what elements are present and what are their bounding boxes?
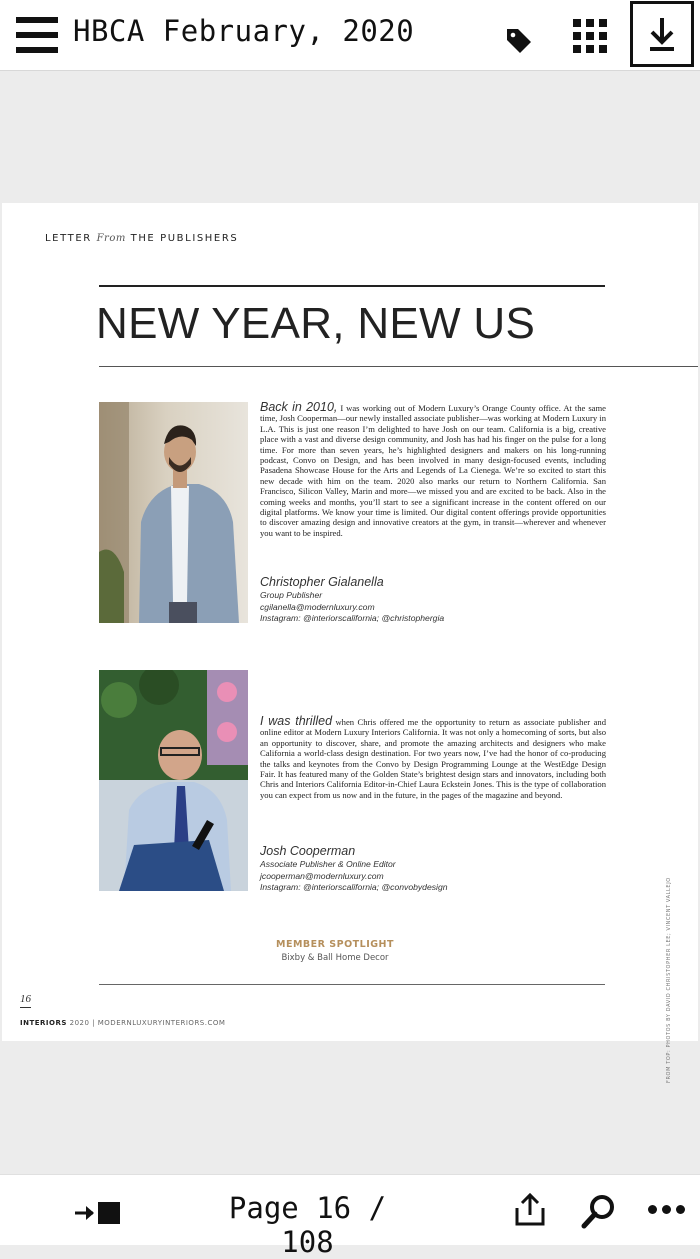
printed-page-number: 16 xyxy=(20,993,31,1008)
divider xyxy=(99,285,605,287)
tag-icon[interactable] xyxy=(504,26,534,56)
letter-body: Back in 2010, I was working out of Modern Luxury’s Orange County office. At the same time, Josh Cooperman—our newly installed associate publisher—was working at Modern Luxury in L.A. This is just one reason I’m delighted to have Josh on our team. California is a big, creative place with a vast and diverse design community, and Josh has had his finger on the pulse for a long time. For more than seven years, he’s highlighted designers and makers on his long-running podcast, Convo on Design, and has been involved in many design-focused events, including Pasadena Showcase House for the Arts and Legends of La Cienega. We’re so excited to start this new decade with him on the team. 2020 also marks our return to Northern California. San Francisco, Silicon Valley, Marin and more—we missed you and are excited to be back. Also in the coming weeks and months, you’ll start to see a significant increase in the content offered on our digital platforms. We know your time is limited. Our digital content offerings provide opportunities to discover amazing design and innovative creators at the gym, in transit—wherever and whenever you want to be inspired. xyxy=(260,400,606,538)
author-role: Group Publisher xyxy=(260,590,323,600)
exit-fullscreen-icon[interactable] xyxy=(73,1201,121,1225)
download-icon[interactable] xyxy=(630,1,694,67)
top-toolbar xyxy=(0,0,700,71)
magazine-page[interactable]: LETTER From THE PUBLISHERS NEW YEAR, NEW US Back in 2010, I was working out of Modern Luxury’s Orange County office. At the same time, Josh Cooperman—our newly installed associate publisher—was working at Modern Luxury in L.A. This is just one reason I’m delighted to have Josh on our team. California is a big, creative place with a vast and diverse design community, and Josh has had his finger on the pulse for a long time. For more than seven years, he’s highlighted designers and makers on his long-running podcast, Convo on Design, and has been involved in many design-focused events, including Pasadena Showcase House for the Arts and Legends of La Cienega. We’re so excited to start this new decade with him on the team. 2020 also marks our return to Northern California. San Francisco, Silicon Valley, Marin and more—we missed you and are excited to be back. Also in the coming weeks and months, you’ll start to see a significant increase in the content offered on our digital platforms. We know your time is limited. Our digital content offerings provide opportunities to discover amazing design and innovative creators at the gym, in transit—wherever and whenever you want to be inspired. Christopher Gialanella Group Publisher cgilanella@modernluxury.com Instagram: @interiorscalifornia; @christophergia I was thrilled when Chris offered me the opportunity to return as associate publisher and online editor at Modern Luxury Interiors California. It was not only a homecoming of sorts, but also an opportunity to discover, share, and promote the amazing architects and designers who make California a world-class design destination. For two years now, I’ve had the honor of co-producing the talks and keynotes from the Convo by Design Programming Lounge at the WestEdge Design Fair. It has featured many of the Golden State’s brightest design stars and innovators, including both Chris and Interiors California Editor-in-Chief Laura Eckstein Jones. This is the type of collaboration you can expect from us now and in the future, in the pages of the magazine and beyond. Josh Cooperman Associate Publisher & Online Editor jcooperman@modernluxury.com Instagram: @interiorscalifornia; @convobydesign MEMBER SPOTLIGHT Bixby & Ball Home Decor 16 INTERIORS 2020 | MODERNLUXURYINTERIORS.COM FROM TOP: PHOTOS BY DAVID CHRISTOPHER LEE; VINCENT VALLEJO xyxy=(2,203,698,1041)
menu-icon[interactable] xyxy=(16,17,58,53)
more-icon[interactable] xyxy=(648,1205,686,1215)
member-spotlight-subtitle[interactable]: Bixby & Ball Home Decor xyxy=(281,953,389,963)
publisher-photo-josh xyxy=(99,670,248,891)
author-name: Christopher Gialanella xyxy=(260,575,384,589)
member-spotlight-title[interactable]: MEMBER SPOTLIGHT xyxy=(276,939,394,950)
publisher-photo-christopher xyxy=(99,402,248,623)
divider xyxy=(99,366,698,367)
letter-body: I was thrilled when Chris offered me the opportunity to return as associate publisher and online editor at Modern Luxury Interiors California. It was not only a homecoming of sorts, but also an opportunity to discover, share, and promote the amazing architects and designers who make California a world-class design destination. For two years now, I’ve had the honor of co-producing the talks and keynotes from the Convo by Design Programming Lounge at the WestEdge Design Fair. It has featured many of the Golden State’s brightest design stars and innovators, including both Chris and Interiors California Editor-in-Chief Laura Eckstein Jones. This is the type of collaboration you can expect from us now and in the future, in the pages of the magazine and beyond. xyxy=(260,714,606,800)
section-kicker: LETTER From THE PUBLISHERS xyxy=(45,233,239,244)
signature-block xyxy=(260,575,444,625)
author-instagram: Instagram: @interiorscalifornia; @christophergia xyxy=(260,613,445,624)
author-name: Josh Cooperman xyxy=(260,844,356,858)
page-footer: INTERIORS 2020 | MODERNLUXURYINTERIORS.COM xyxy=(20,1019,226,1027)
page-indicator[interactable]: Page 16 / 108 xyxy=(228,1191,387,1259)
author-email[interactable]: jcooperman@modernluxury.com xyxy=(260,870,384,881)
signature-block xyxy=(260,844,448,894)
bottom-toolbar xyxy=(0,1174,700,1259)
search-icon[interactable] xyxy=(581,1193,617,1229)
author-email[interactable]: cgilanella@modernluxury.com xyxy=(260,601,375,612)
grid-icon[interactable] xyxy=(573,19,607,53)
share-icon[interactable] xyxy=(513,1193,547,1227)
publication-title: HBCA February, 2020 xyxy=(73,14,415,48)
page-headline: NEW YEAR, NEW US xyxy=(96,299,536,348)
author-role: Associate Publisher & Online Editor xyxy=(260,859,396,869)
author-instagram: Instagram: @interiorscalifornia; @convobydesign xyxy=(260,882,448,893)
divider xyxy=(99,984,605,985)
